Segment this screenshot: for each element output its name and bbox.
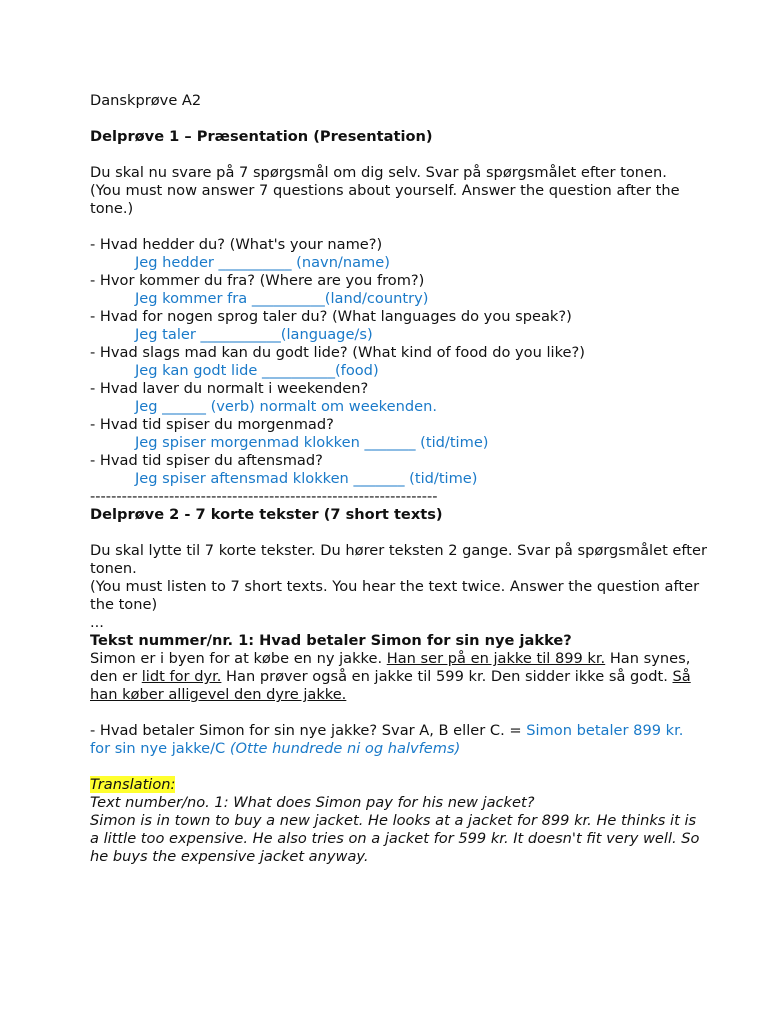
text1-paragraph xyxy=(90,650,708,704)
ellipsis: ... xyxy=(90,614,104,631)
spacer xyxy=(90,146,708,164)
answer-template-2: Jeg kommer fra __________(land/country) xyxy=(135,290,429,307)
question-6: - Hvad tid spiser du morgenmad? xyxy=(90,416,334,433)
part1-instruction-en: (You must now answer 7 questions about yourself. Answer the question after the tone.) xyxy=(90,182,680,217)
translation-line-2: Simon is in town to buy a new jacket. He looks at a jacket for 899 kr. He thinks it is a little too expensive. He also tries on a jacket for 599 kr. It doesn't fit very well. So he buys the expensive jacket anyway. xyxy=(90,812,700,865)
translation-label-line xyxy=(90,776,708,794)
text1-segment: Han prøver også en jakke til 599 kr. Den sidder ikke så godt. xyxy=(221,668,673,685)
answer-template-7: Jeg spiser aftensmad klokken _______ (tid/time) xyxy=(135,470,478,487)
answer-template-6: Jeg spiser morgenmad klokken _______ (tid/time) xyxy=(135,434,489,451)
text1-segment: Simon er i byen for at købe en ny jakke. xyxy=(90,650,387,667)
spacer xyxy=(90,524,708,542)
section-separator: ------------------------------------------------------------------ xyxy=(90,488,438,505)
answer-template-3: Jeg taler ___________(language/s) xyxy=(135,326,373,343)
text1-underlined-phrase: Han ser på en jakke til 899 kr. xyxy=(386,650,606,667)
text1-heading: Tekst nummer/nr. 1: Hvad betaler Simon for sin nye jakke? xyxy=(90,632,572,649)
question-2: - Hvor kommer du fra? (Where are you from?) xyxy=(90,272,425,289)
part2-instruction-en: (You must listen to 7 short texts. You hear the text twice. Answer the question after the tone) xyxy=(90,578,700,613)
spacer xyxy=(90,704,708,722)
question-text: - Hvad betaler Simon for sin nye jakke? Svar A, B eller C. = xyxy=(90,722,527,739)
answer-text: Simon betaler 899 kr. for sin nye jakke/C xyxy=(90,722,684,757)
part1-instruction-da: Du skal nu svare på 7 spørgsmål om dig selv. Svar på spørgsmålet efter tonen. xyxy=(90,164,667,181)
question-3: - Hvad for nogen sprog taler du? (What languages do you speak?) xyxy=(90,308,572,325)
document-title: Danskprøve A2 xyxy=(90,92,202,109)
question-4: - Hvad slags mad kan du godt lide? (What kind of food do you like?) xyxy=(90,344,585,361)
spacer xyxy=(90,758,708,776)
question-7: - Hvad tid spiser du aftensmad? xyxy=(90,452,323,469)
answer-template-4: Jeg kan godt lide __________(food) xyxy=(135,362,379,379)
text1-underlined-phrase: Så han køber alligevel den dyre jakke. xyxy=(90,668,691,703)
question-1: - Hvad hedder du? (What's your name?) xyxy=(90,236,383,253)
text1-question xyxy=(90,722,708,758)
text1-segment: Han synes, den er xyxy=(90,650,691,685)
translation-line-1: Text number/no. 1: What does Simon pay for his new jacket? xyxy=(90,794,535,811)
question-5: - Hvad laver du normalt i weekenden? xyxy=(90,380,369,397)
answer-template-1: Jeg hedder __________ (navn/name) xyxy=(135,254,390,271)
spacer xyxy=(90,110,708,128)
answer-italic-text: (Otte hundrede ni og halvfems) xyxy=(229,740,461,757)
spacer xyxy=(90,218,708,236)
part1-heading: Delprøve 1 – Præsentation (Presentation) xyxy=(90,128,433,145)
part2-instruction-da: Du skal lytte til 7 korte tekster. Du hører teksten 2 gange. Svar på spørgsmålet efter tonen. xyxy=(90,542,707,577)
translation-label: Translation: xyxy=(90,776,176,793)
part2-heading: Delprøve 2 - 7 korte tekster (7 short texts) xyxy=(90,506,443,523)
text1-underlined-phrase: lidt for dyr. xyxy=(141,668,222,685)
answer-template-5: Jeg ______ (verb) normalt om weekenden. xyxy=(135,398,437,415)
